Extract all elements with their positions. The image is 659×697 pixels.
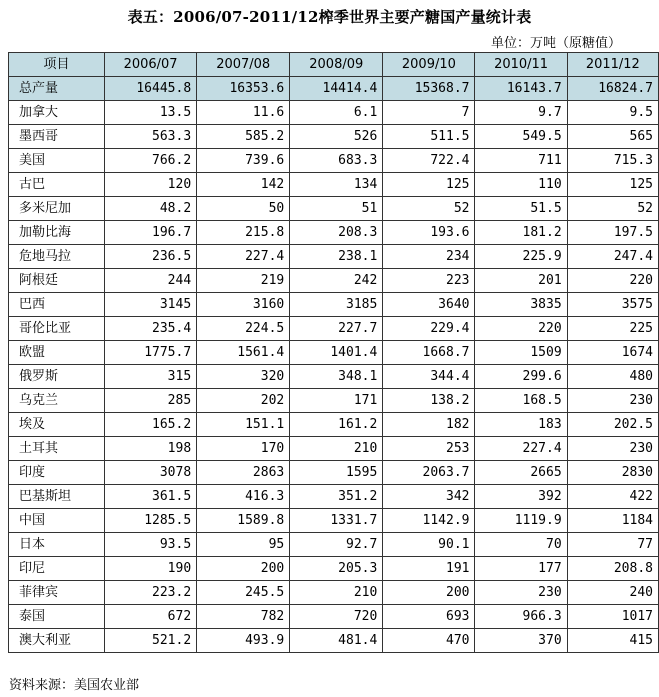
value-cell: 125 <box>567 173 658 197</box>
value-cell: 585.2 <box>197 125 290 149</box>
value-cell: 230 <box>567 437 658 461</box>
value-cell: 3640 <box>383 293 475 317</box>
value-cell: 200 <box>383 581 475 605</box>
value-cell: 320 <box>197 365 290 389</box>
table-row <box>9 509 659 533</box>
value-cell: 183 <box>475 413 567 437</box>
value-cell: 422 <box>567 485 658 509</box>
value-cell: 370 <box>475 629 567 653</box>
value-cell: 219 <box>197 269 290 293</box>
value-cell: 415 <box>567 629 658 653</box>
value-cell: 766.2 <box>104 149 196 173</box>
value-cell: 493.9 <box>197 629 290 653</box>
value-cell: 351.2 <box>290 485 383 509</box>
table-row <box>9 245 659 269</box>
table-row <box>9 293 659 317</box>
value-cell: 683.3 <box>290 149 383 173</box>
value-cell: 52 <box>383 197 475 221</box>
value-cell: 565 <box>567 125 658 149</box>
value-cell: 715.3 <box>567 149 658 173</box>
value-cell: 549.5 <box>475 125 567 149</box>
value-cell: 93.5 <box>104 533 196 557</box>
value-cell: 16353.6 <box>197 77 290 101</box>
table-row <box>9 581 659 605</box>
value-cell: 361.5 <box>104 485 196 509</box>
value-cell: 722.4 <box>383 149 475 173</box>
table-row <box>9 341 659 365</box>
value-cell: 191 <box>383 557 475 581</box>
total-row <box>9 77 659 101</box>
table-row <box>9 629 659 653</box>
header-cell: 2009/10 <box>383 53 475 77</box>
value-cell: 348.1 <box>290 365 383 389</box>
value-cell: 253 <box>383 437 475 461</box>
value-cell: 711 <box>475 149 567 173</box>
value-cell: 6.1 <box>290 101 383 125</box>
value-cell: 672 <box>104 605 196 629</box>
row-label: 古巴 <box>9 173 105 197</box>
row-label: 哥伦比亚 <box>9 317 105 341</box>
row-label: 加拿大 <box>9 101 105 125</box>
value-cell: 200 <box>197 557 290 581</box>
value-cell: 224.5 <box>197 317 290 341</box>
row-label: 巴基斯坦 <box>9 485 105 509</box>
value-cell: 190 <box>104 557 196 581</box>
value-cell: 480 <box>567 365 658 389</box>
table-row <box>9 413 659 437</box>
table-row <box>9 149 659 173</box>
value-cell: 1595 <box>290 461 383 485</box>
header-cell: 项目 <box>9 53 105 77</box>
value-cell: 470 <box>383 629 475 653</box>
value-cell: 223 <box>383 269 475 293</box>
value-cell: 52 <box>567 197 658 221</box>
value-cell: 966.3 <box>475 605 567 629</box>
value-cell: 2863 <box>197 461 290 485</box>
row-label: 中国 <box>9 509 105 533</box>
value-cell: 2063.7 <box>383 461 475 485</box>
value-cell: 1142.9 <box>383 509 475 533</box>
value-cell: 196.7 <box>104 221 196 245</box>
value-cell: 170 <box>197 437 290 461</box>
value-cell: 92.7 <box>290 533 383 557</box>
table-row <box>9 389 659 413</box>
value-cell: 344.4 <box>383 365 475 389</box>
table-row <box>9 197 659 221</box>
value-cell: 220 <box>567 269 658 293</box>
row-label: 土耳其 <box>9 437 105 461</box>
row-label: 加勒比海 <box>9 221 105 245</box>
value-cell: 227.4 <box>475 437 567 461</box>
value-cell: 134 <box>290 173 383 197</box>
value-cell: 50 <box>197 197 290 221</box>
sugar-production-table <box>8 52 659 653</box>
value-cell: 193.6 <box>383 221 475 245</box>
value-cell: 171 <box>290 389 383 413</box>
value-cell: 3160 <box>197 293 290 317</box>
value-cell: 1775.7 <box>104 341 196 365</box>
value-cell: 1119.9 <box>475 509 567 533</box>
value-cell: 125 <box>383 173 475 197</box>
header-cell: 2006/07 <box>104 53 196 77</box>
value-cell: 13.5 <box>104 101 196 125</box>
value-cell: 563.3 <box>104 125 196 149</box>
value-cell: 244 <box>104 269 196 293</box>
row-label: 欧盟 <box>9 341 105 365</box>
value-cell: 210 <box>290 437 383 461</box>
value-cell: 120 <box>104 173 196 197</box>
value-cell: 15368.7 <box>383 77 475 101</box>
value-cell: 230 <box>567 389 658 413</box>
table-row <box>9 269 659 293</box>
value-cell: 526 <box>290 125 383 149</box>
value-cell: 3078 <box>104 461 196 485</box>
value-cell: 285 <box>104 389 196 413</box>
row-label: 澳大利亚 <box>9 629 105 653</box>
header-cell: 2011/12 <box>567 53 658 77</box>
table-row <box>9 101 659 125</box>
header-cell: 2010/11 <box>475 53 567 77</box>
row-label: 泰国 <box>9 605 105 629</box>
value-cell: 208.3 <box>290 221 383 245</box>
value-cell: 9.7 <box>475 101 567 125</box>
value-cell: 197.5 <box>567 221 658 245</box>
value-cell: 242 <box>290 269 383 293</box>
table-row <box>9 533 659 557</box>
table-row <box>9 605 659 629</box>
value-cell: 1285.5 <box>104 509 196 533</box>
value-cell: 14414.4 <box>290 77 383 101</box>
value-cell: 416.3 <box>197 485 290 509</box>
value-cell: 1509 <box>475 341 567 365</box>
value-cell: 227.7 <box>290 317 383 341</box>
value-cell: 168.5 <box>475 389 567 413</box>
value-cell: 51 <box>290 197 383 221</box>
value-cell: 181.2 <box>475 221 567 245</box>
source-note: 资料来源：美国农业部 <box>9 678 140 693</box>
row-label: 危地马拉 <box>9 245 105 269</box>
row-label: 阿根廷 <box>9 269 105 293</box>
value-cell: 227.4 <box>197 245 290 269</box>
value-cell: 3185 <box>290 293 383 317</box>
value-cell: 511.5 <box>383 125 475 149</box>
value-cell: 70 <box>475 533 567 557</box>
value-cell: 1589.8 <box>197 509 290 533</box>
table-row <box>9 125 659 149</box>
value-cell: 236.5 <box>104 245 196 269</box>
value-cell: 240 <box>567 581 658 605</box>
row-label: 总产量 <box>9 77 105 101</box>
row-label: 印度 <box>9 461 105 485</box>
value-cell: 220 <box>475 317 567 341</box>
value-cell: 1561.4 <box>197 341 290 365</box>
value-cell: 1674 <box>567 341 658 365</box>
table-row <box>9 317 659 341</box>
value-cell: 3575 <box>567 293 658 317</box>
header-cell: 2008/09 <box>290 53 383 77</box>
value-cell: 247.4 <box>567 245 658 269</box>
value-cell: 201 <box>475 269 567 293</box>
value-cell: 782 <box>197 605 290 629</box>
value-cell: 1331.7 <box>290 509 383 533</box>
row-label: 多米尼加 <box>9 197 105 221</box>
row-label: 印尼 <box>9 557 105 581</box>
value-cell: 151.1 <box>197 413 290 437</box>
value-cell: 392 <box>475 485 567 509</box>
table-row <box>9 437 659 461</box>
value-cell: 230 <box>475 581 567 605</box>
row-label: 巴西 <box>9 293 105 317</box>
value-cell: 208.8 <box>567 557 658 581</box>
value-cell: 16824.7 <box>567 77 658 101</box>
value-cell: 234 <box>383 245 475 269</box>
value-cell: 161.2 <box>290 413 383 437</box>
value-cell: 2665 <box>475 461 567 485</box>
value-cell: 177 <box>475 557 567 581</box>
value-cell: 90.1 <box>383 533 475 557</box>
value-cell: 205.3 <box>290 557 383 581</box>
value-cell: 1017 <box>567 605 658 629</box>
row-label: 美国 <box>9 149 105 173</box>
value-cell: 245.5 <box>197 581 290 605</box>
value-cell: 3835 <box>475 293 567 317</box>
header-row <box>9 53 659 77</box>
table-body <box>9 77 659 653</box>
table-row <box>9 173 659 197</box>
table-row <box>9 221 659 245</box>
value-cell: 110 <box>475 173 567 197</box>
value-cell: 1401.4 <box>290 341 383 365</box>
value-cell: 739.6 <box>197 149 290 173</box>
value-cell: 138.2 <box>383 389 475 413</box>
value-cell: 48.2 <box>104 197 196 221</box>
value-cell: 481.4 <box>290 629 383 653</box>
value-cell: 223.2 <box>104 581 196 605</box>
row-label: 菲律宾 <box>9 581 105 605</box>
value-cell: 210 <box>290 581 383 605</box>
unit-note: 单位：万吨（原糖值） <box>490 36 621 51</box>
value-cell: 229.4 <box>383 317 475 341</box>
value-cell: 2830 <box>567 461 658 485</box>
row-label: 墨西哥 <box>9 125 105 149</box>
value-cell: 235.4 <box>104 317 196 341</box>
value-cell: 77 <box>567 533 658 557</box>
value-cell: 238.1 <box>290 245 383 269</box>
row-label: 乌克兰 <box>9 389 105 413</box>
value-cell: 225 <box>567 317 658 341</box>
value-cell: 16143.7 <box>475 77 567 101</box>
value-cell: 225.9 <box>475 245 567 269</box>
value-cell: 7 <box>383 101 475 125</box>
table-title: 表五：2006/07-2011/12榨季世界主要产糖国产量统计表 <box>127 8 532 26</box>
value-cell: 3145 <box>104 293 196 317</box>
table-row <box>9 485 659 509</box>
value-cell: 11.6 <box>197 101 290 125</box>
value-cell: 1184 <box>567 509 658 533</box>
value-cell: 182 <box>383 413 475 437</box>
header-cell: 2007/08 <box>197 53 290 77</box>
table-row <box>9 557 659 581</box>
value-cell: 142 <box>197 173 290 197</box>
value-cell: 202 <box>197 389 290 413</box>
value-cell: 299.6 <box>475 365 567 389</box>
value-cell: 315 <box>104 365 196 389</box>
value-cell: 202.5 <box>567 413 658 437</box>
value-cell: 693 <box>383 605 475 629</box>
value-cell: 198 <box>104 437 196 461</box>
value-cell: 51.5 <box>475 197 567 221</box>
value-cell: 215.8 <box>197 221 290 245</box>
value-cell: 16445.8 <box>104 77 196 101</box>
value-cell: 95 <box>197 533 290 557</box>
row-label: 俄罗斯 <box>9 365 105 389</box>
table-row <box>9 461 659 485</box>
value-cell: 342 <box>383 485 475 509</box>
value-cell: 720 <box>290 605 383 629</box>
value-cell: 521.2 <box>104 629 196 653</box>
row-label: 埃及 <box>9 413 105 437</box>
value-cell: 9.5 <box>567 101 658 125</box>
value-cell: 1668.7 <box>383 341 475 365</box>
row-label: 日本 <box>9 533 105 557</box>
table-row <box>9 365 659 389</box>
value-cell: 165.2 <box>104 413 196 437</box>
